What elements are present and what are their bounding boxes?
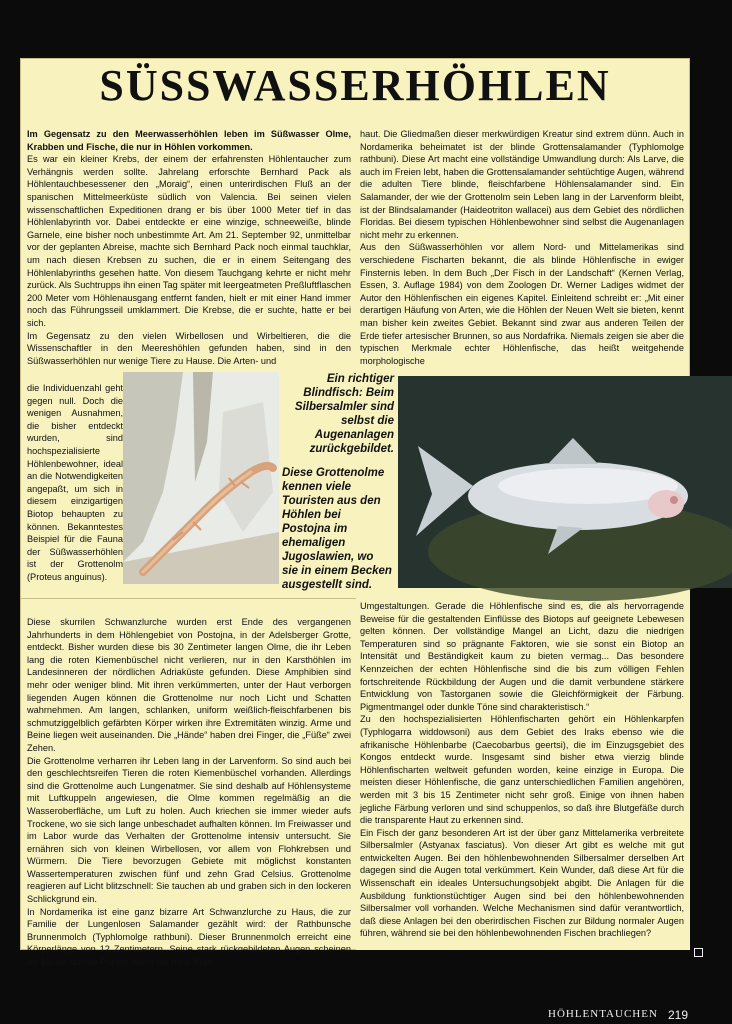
olm-caption: Diese Grottenolme kennen viele Touristen aus den Höhlen bei Postojna im ehemaligen Jugoslawien, wo sie in einem Becken ausgestellt sind. bbox=[282, 467, 392, 591]
paragraph: In Nordamerika ist eine ganz bizarre Art Schwanzlurche zu Haus, die zur Familie der Lungenlosen Salamander gezählt wird: der Rathbunsche Brunnenmolch (Typhlomolge rathbuni). Dieser Brunnenmolch erreicht eine Körperlänge von 12 Zentimetern. Seine stark rückgebildeten Augen scheinen als kleine, dunkle Punkte durch die helle Kopf- bbox=[27, 906, 351, 968]
paragraph: Aus den Süßwasserhöhlen vor allem Nord- und Mittelamerikas sind verschiedene Fischarten bekannt, die als blinde Höhlenfische in ewiger Finsternis leben. In dem Buch „Der Fisch in der Landschaft“ (Kernen Verlag, Essen, 3. Auflage 1984) von dem Zoologen Dr. Werner Ladiges widmet der Autor den Höhlenfischen ein eigenes Kapitel. Einleitend schreibt er: „Mit einer derartigen Häufung von Arten, wie die Höhlen der Neuen Welt sie bieten, kennt man bisher kein zweites Gebiet. Bekannt sind zwar aus anderen Teilen der Erde tiefer artesischer Brunnen, so aus Nordafrika. Niemals zeigen sie aber die typischen Merkmale echter Höhlenfische, das heißt weitgehende morphologische bbox=[360, 242, 684, 366]
footer-section-title: HÖHLENTAUCHEN bbox=[548, 1008, 658, 1020]
paragraph: haut. Die Gliedmaßen dieser merkwürdigen Kreatur sind extrem dünn. Auch in Nordamerika beheimatet ist der blinde Grottensalamander (Typhlomolge rathbuni). Diese Art macht eine vollständige Umwandlung durch: Als Larve, die auch im Freien lebt, haben die Grottensalamander sehtüchtige Augen, während die adulten Tiere blinde, fleischfarbene Höhlensalamander sind. Ein Salamander, der wie der Grottenolm sein Leben lang in der Larvenform bleibt, ist der Blindsalamander (Haideotriton wallacei) aus dem Gebiet des nördlichen Floridas. Bei diesem typischen Höhlenbewohner sind selbst die Augenanlagen nicht mehr zu erkennen. bbox=[360, 129, 684, 240]
paragraph: Zu den hochspezialisierten Höhlenfischarten gehört ein Höhlenkarpfen (Typhlogarra widdowsoni) aus dem Gebiet des Iraks ebenso wie die afrikanische Höhlenbarbe (Caecobarbus geertsi), die im Einzugsgebiet des Kongos entdeckt wurde. Insgesamt sind bisher etwa vierzig blinde Höhlenfischarten weltweit gefunden worden, keine einzige in Europa. Die meisten dieser Höhlenfische, die ganz unterschiedlichen Familien angehören, werden mit 3 bis 15 Zentimeter nicht sehr groß. Einige von ihnen haben jegliche Färbung verloren und sind schuppenlos, so daß ihre Blutgefäße durch die transparente Haut zu erkennen sind. bbox=[360, 714, 684, 826]
olm-photo bbox=[123, 372, 279, 584]
paragraph: Im Gegensatz zu den vielen Wirbellosen und Wirbeltieren, die die Wissenschaftler in den Meereshöhlen gefunden haben, sind in den Süßwasserhöhlen nur wenige Tiere zu Hause. Die Arten- und bbox=[27, 330, 351, 366]
end-mark-icon bbox=[694, 948, 703, 957]
paragraph: die Individuenzahl geht gegen null. Doch die wenigen Ausnahmen, die bisher entdeckt wurden, sind hochspezialisierte Höhlenbewohner, ideal an die Notwendigkeiten angepaßt, um sich in diesem einzigartigen Biotop behaupten zu können. Bekanntestes Beispiel für die Fauna der Süßwasserhöhlen ist der Grottenolm (Proteus anguinus). bbox=[27, 383, 123, 582]
column-top-right bbox=[360, 128, 684, 378]
paragraph: Ein Fisch der ganz besonderen Art ist der über ganz Mittelamerika verbreitete Silbersalmler (Astyanax fasciatus). Von dieser Art gibt es welche mit gut entwickelten Augen. Bei den höhlenbewohnenden Silbersalmer derselben Art dagegen sind die Augen total verkümmert. Kein Wunder, daß diese Art für die Wissenschaft ein ideales Untersuchungsobjekt abgibt. Die Anlagen für die Ausbildung funktionstüchtiger Augen sind bei den höhlenbewohnenden Silbersalmer voll vorhanden. Welche Mechanismen sind dafür verantwortlich, daß diese Anlagen bei den oberirdischen Fischen zur Bildung normaler Augen führen, während sie bei den höhlenbewohnenden Fischen brachliegen? bbox=[360, 827, 684, 939]
paragraph: Diese skurrilen Schwanzlurche wurden erst Ende des vergangenen Jahrhunderts in dem Höhlengebiet von Postojna, in der Adelsberger Grotte, entdeckt. Bisher wurden diese bis 30 Zentimeter langen Olme, die ihr Leben lang die roten Kiemenbüschel nicht verlieren, nur in den Karsthöhlen im Landesinneren der nördlichen Adriaküste gefunden. Diese Amphibien sind mehr oder weniger blind. Mit ihren verkümmerten, unter der Haut verborgen liegenden Augen können die Grottenolme nur noch Licht und Schatten wahrnehmen. Am langen, schlanken, uniform weißlich-fleischfarbenen bis schmutziggelblich gefärbten Körper wirken ihre Extremitäten winzig. Arme und Beine liegen weit auseinanden. Die „Hände“ haben drei Finger, die „Füße“ zwei Zehen. bbox=[27, 617, 351, 753]
column-bottom-right bbox=[360, 600, 684, 944]
column-top-left bbox=[27, 128, 351, 382]
fish-photo bbox=[398, 376, 732, 588]
page-title: SÜSSWASSERHÖHLEN bbox=[99, 61, 611, 110]
paragraph: Umgestaltungen. Gerade die Höhlenfische sind es, die als hervorragende Beweise für die gestaltenden Einflüsse des Biotops auf geeignete Lebewesen gelten können. Der vollständige Mangel an Licht, dazu die niedrigen Temperaturen sind so prägnante Faktoren, wie sie sonst ein Biotop an Intensität und Beständigkeit kaum zu bieten vermag... Das besondere Kennzeichen der echten Höhlenfische sind die bis zum völligen Fehlen fortschreitende Rückbildung der Augen und die damit verbundene stärkere Entwicklung von Tastorganen sowie die Gleichförmigkeit der Färbung. Pigmentmangel oder dunkle Töne sind charakteristisch.“ bbox=[360, 601, 684, 712]
paragraph: Die Grottenolme verharren ihr Leben lang in der Larvenform. So sind auch bei den geschlechtsreifen Tieren die roten Kiemenbüschel vorhanden. Allerdings sind die Grottenolme auch Lungenatmer. Sie sind deshalb auf Höhlensysteme mit Luftkuppeln angewiesen, die Olme kommen regelmäßig an die Wasseroberfläche, um Luft zu holen. Auch kriechen sie immer wieder aufs Trockene, wo sie sich lange unbeschadet aufhalten können. Im Freiwasser und im Labor wurde das Verhalten der Grottenolme intensiv untersucht. Sie ernähren sich von kleinen Wirbellosen, vor allem von Flohkrebsen und Würmern. Die Tiere bevorzugen Gebiete mit möglichst konstanten Wassertemperaturen zwischen fünf und zehn Grad Celsius. Grottenolme reagieren auf Licht blitzschnell: Sie tauchen ab und graben sich in den lockeren Schlickgrund ein. bbox=[27, 755, 351, 905]
page-number: 219 bbox=[668, 1008, 689, 1022]
fish-caption: Ein richtiger Blindfisch: Beim Silbersalmler sind selbst die Augenanlagen zurückgebildet. bbox=[294, 373, 394, 455]
column-bottom-left bbox=[27, 616, 351, 968]
paragraph: Es war ein kleiner Krebs, der einem der erfahrensten Höhlentaucher zum Verhängnis werden sollte. Jahrelang erforschte Bernhard Pack als Höhlentauchbesessener den „Moraig“, einen unterirdischen Fluß an der spanischen Mittelmeerküste südlich von Valencia. Bei seinen vielen wissenschaftlichen Expeditionen drang er bis über 1000 Meter tief in das Höhlenlabyrinth vor. Dabei entdeckte er eine winzige, schneeweiße, blinde Garnele, eine bisher noch unbestimmte Art. Am 21. September 92, unmittelbar vor der geplanten Abreise, machte sich Bernhard Pack noch einmal tauchklar, um nach diesen Krebsen zu suchen, die er in einem Seitengang des Höhlenlabyrinths gesehen hatte. Von diesem Tauchgang kehrte er nicht mehr zurück. Als Suchtrupps ihn einen Tag später mit leergeatmeten Preßluftflaschen 200 Meter vom Höhlenausgang entfernt fanden, hielt er mit einer Hand immer noch das Führungsseil umklammert. Die Krebse, die er suchte, hatte er bei sich. bbox=[27, 154, 351, 328]
column-narrow bbox=[27, 382, 123, 614]
lead-paragraph: Im Gegensatz zu den Meerwasserhöhlen leben im Süßwasser Olme, Krabben und Fische, die nur in Höhlen vorkommen. bbox=[27, 129, 351, 152]
